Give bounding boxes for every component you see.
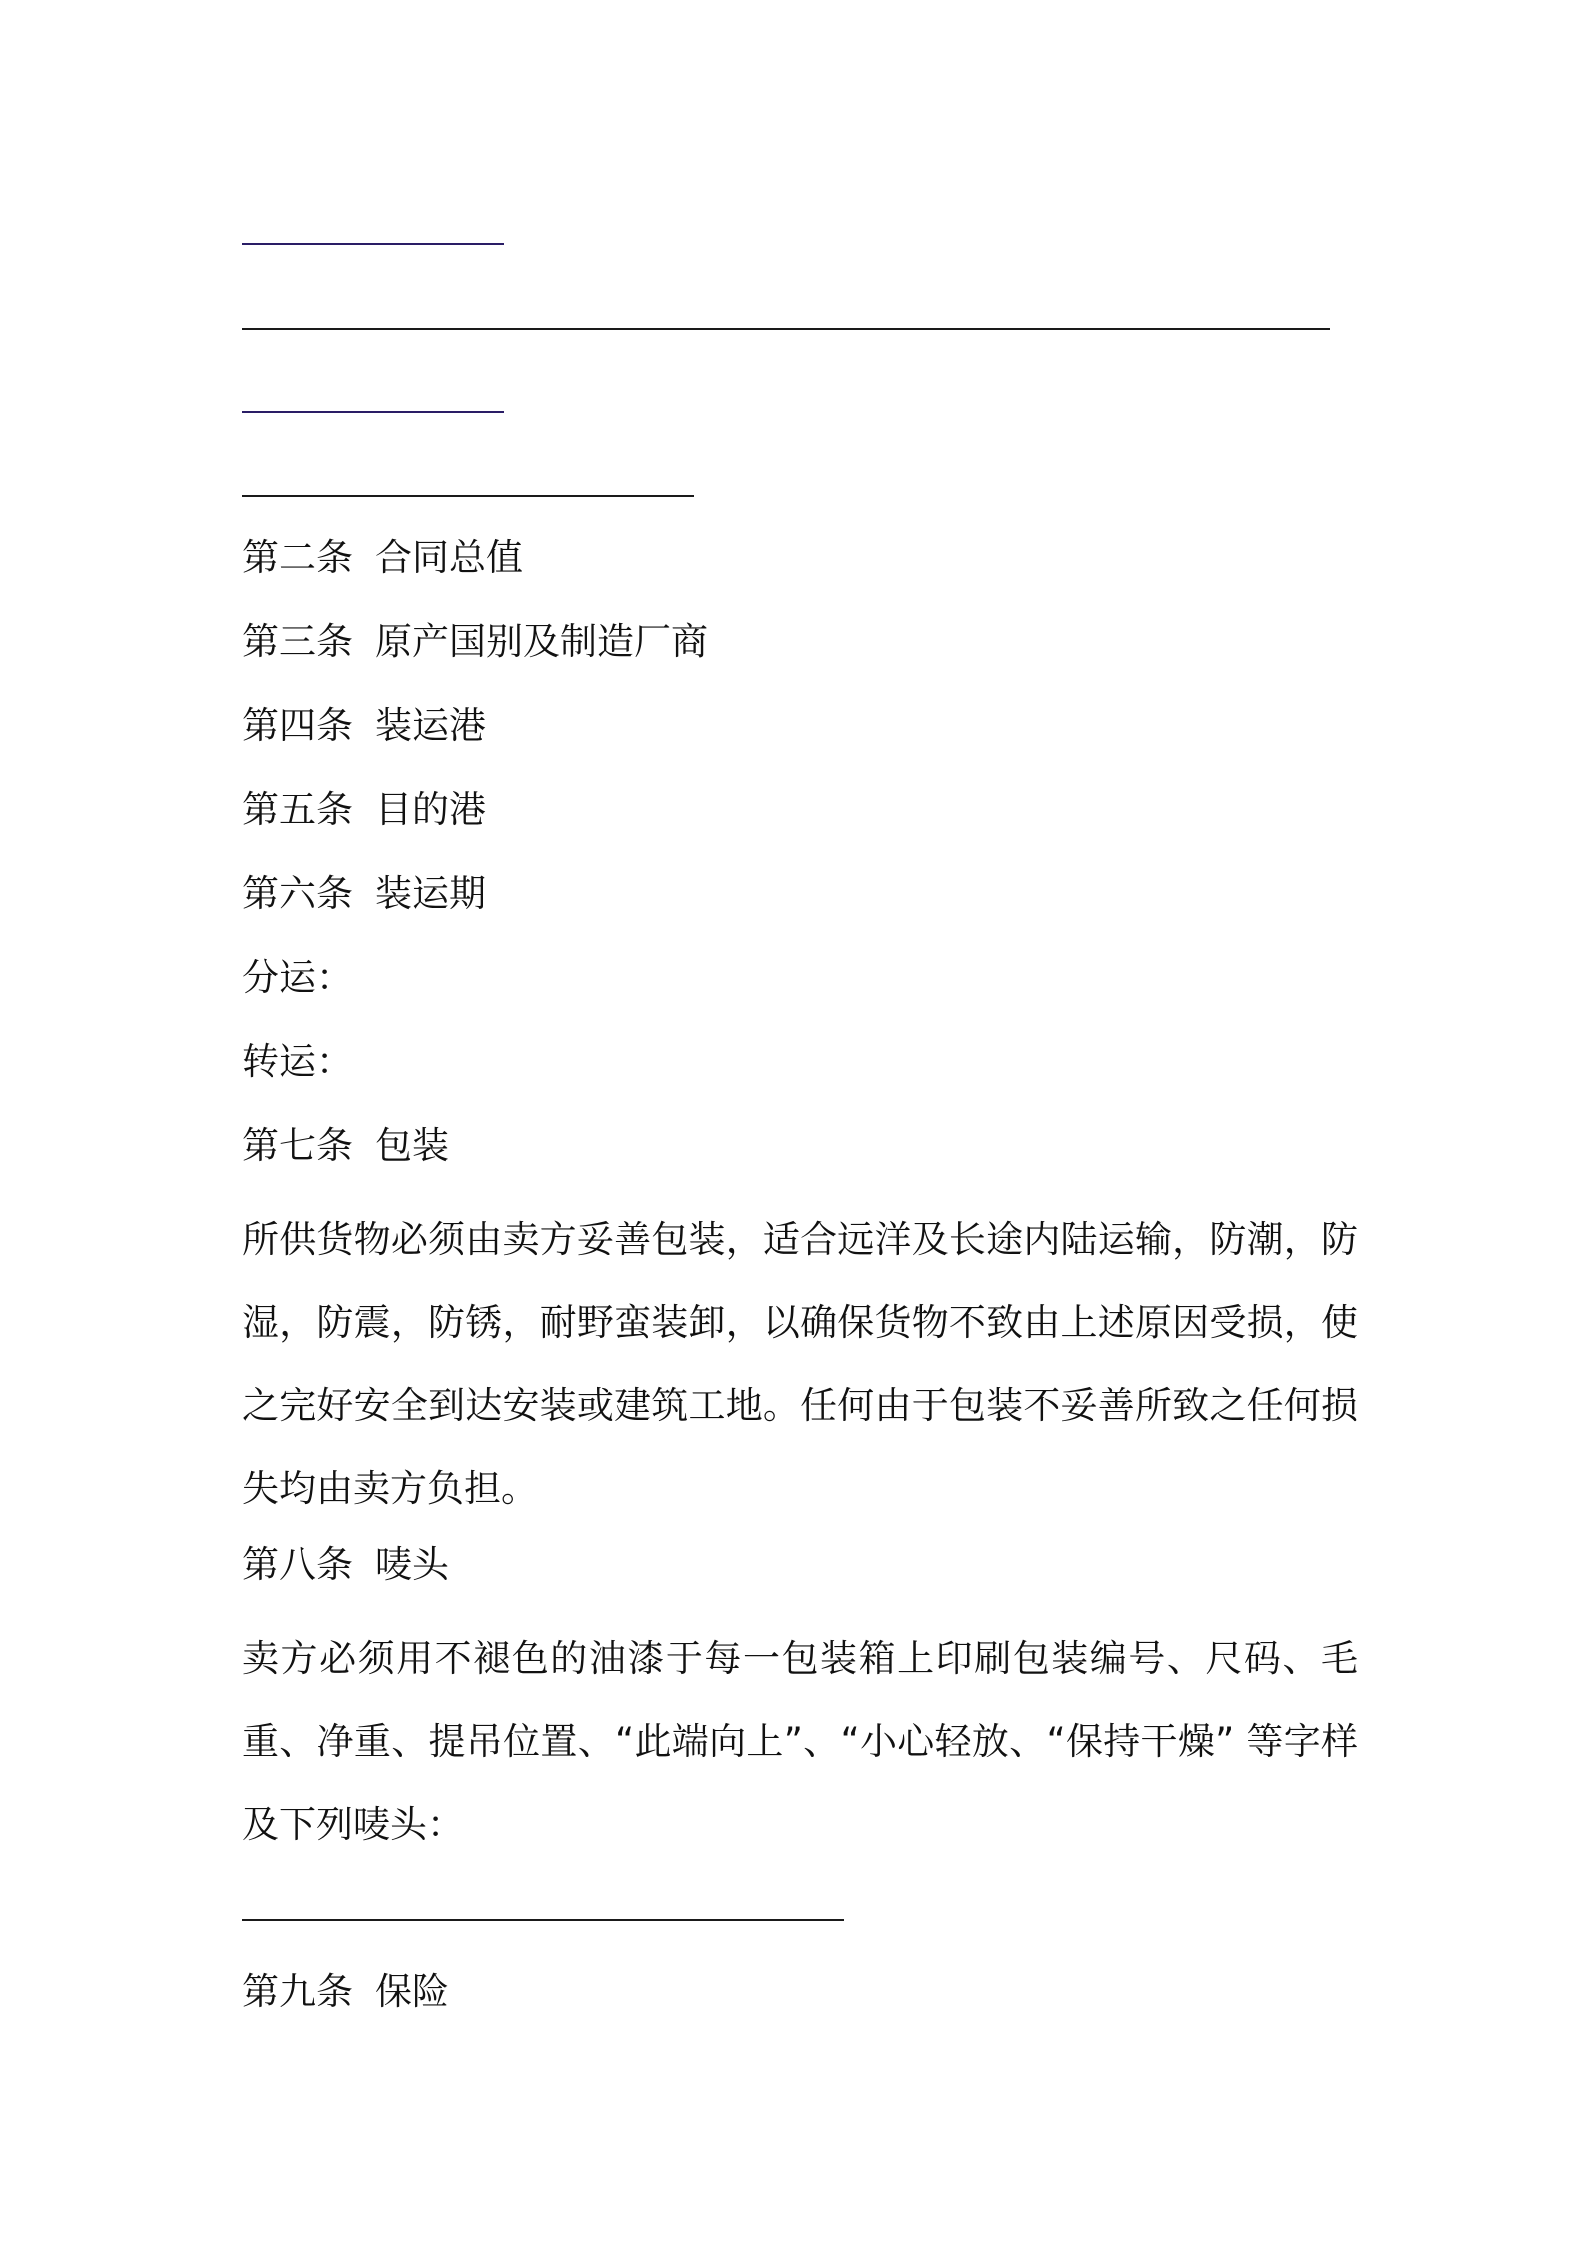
article-4-heading: 第四条 装运港 bbox=[242, 704, 486, 747]
blank-line-1 bbox=[242, 243, 504, 245]
blank-line-2 bbox=[242, 328, 1330, 330]
article-2-heading: 第二条 合同总值 bbox=[242, 536, 523, 579]
article-3-heading: 第三条 原产国别及制造厂商 bbox=[242, 620, 708, 663]
article-5-heading: 第五条 目的港 bbox=[242, 788, 486, 831]
packing-paragraph: 所供货物必须由卖方妥善包装，适合远洋及长途内陆运输，防潮，防湿，防震，防锈，耐野蛮装卸，以确保货物不致由上述原因受损，使之完好安全到达安装或建筑工地。任何由于包装不妥善所致之任何损失均由卖方负担。 bbox=[242, 1218, 1358, 1510]
article-9-heading: 第九条 保险 bbox=[242, 1970, 449, 2013]
shipping-marks-paragraph: 卖方必须用不褪色的油漆于每一包装箱上印刷包装编号、尺码、毛重、净重、提吊位置、“此端向上”、“小心轻放、“保持干燥” 等字样及下列唛头： bbox=[242, 1637, 1358, 1846]
transshipment-label: 转运： bbox=[242, 1040, 353, 1083]
article-7-heading: 第七条 包装 bbox=[242, 1124, 449, 1167]
partial-shipment-label: 分运： bbox=[242, 956, 353, 999]
shipping-marks-blank-line bbox=[242, 1919, 844, 1921]
blank-line-3 bbox=[242, 411, 504, 413]
blank-line-4 bbox=[242, 495, 694, 497]
article-8-heading: 第八条 唛头 bbox=[242, 1543, 449, 1586]
article-6-heading: 第六条 装运期 bbox=[242, 872, 486, 915]
